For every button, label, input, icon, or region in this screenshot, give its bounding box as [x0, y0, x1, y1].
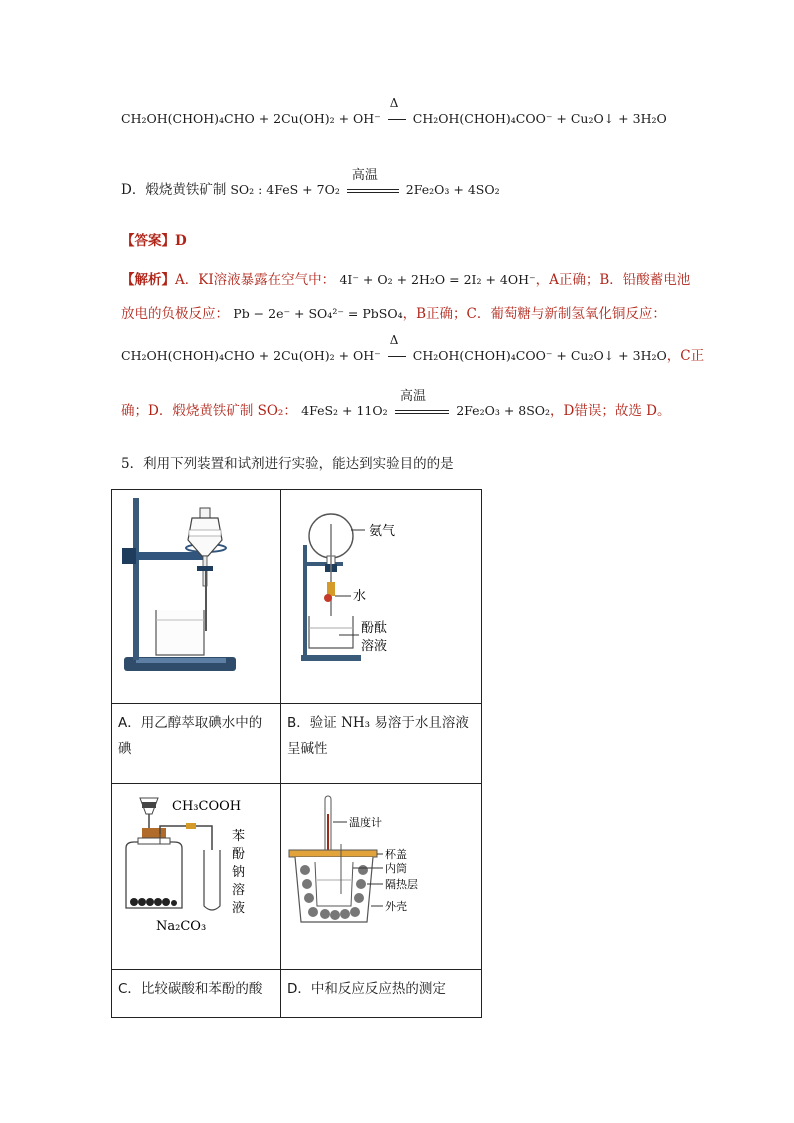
option-d-prefix: D．煅烧黄铁矿制	[121, 182, 227, 198]
analysis-eq-c-rhs: CH₂OH(CHOH)₄COO⁻ + Cu₂O↓ + 3H₂O	[412, 348, 667, 363]
caption-c-cell	[112, 970, 281, 1018]
dropper-bulb	[324, 594, 332, 602]
label-inner-cup: 内筒	[385, 862, 407, 875]
analysis-eq-c-lhs: CH₂OH(CHOH)₄CHO + 2Cu(OH)₂ + OH⁻	[121, 348, 381, 363]
stand-base-top	[136, 658, 226, 663]
clamp-arm	[126, 552, 206, 560]
caption-b-suffix: 易溶于水且溶液呈碱性	[287, 715, 469, 757]
rubber-tube	[186, 823, 196, 829]
stopcock	[197, 566, 213, 571]
caption-a: A．用乙醇萃取碘水中的碘	[118, 715, 263, 757]
label-phenolphthalein-2: 溶液	[361, 639, 388, 654]
analysis-line-4	[121, 389, 671, 419]
caption-b-cell	[281, 704, 482, 784]
caption-b	[281, 704, 481, 762]
beaker	[309, 616, 353, 648]
stopper	[142, 828, 166, 838]
separatory-funnel-apparatus	[112, 490, 280, 699]
stand-base	[301, 655, 361, 661]
analysis-line-3	[121, 333, 705, 364]
funnel-liquid-layer	[189, 530, 221, 536]
analysis-text: ，C正	[666, 348, 705, 364]
inner-cup	[315, 862, 353, 906]
label-phenoxide-5: 液	[232, 901, 246, 916]
analysis-line-1	[121, 268, 690, 288]
label-phenoxide-3: 钠	[232, 865, 246, 880]
rubber-tube	[327, 582, 335, 596]
ammonia-fountain-apparatus	[281, 490, 481, 699]
analysis-label: 【解析】	[121, 272, 175, 288]
figure-b-cell	[281, 490, 482, 704]
options-table	[111, 489, 482, 1018]
funnel-band	[142, 802, 156, 808]
bottle-neck	[138, 838, 170, 844]
label-acetic-acid: CH₃COOH	[172, 799, 242, 814]
figure-c-cell	[112, 784, 281, 970]
label-phenoxide-2: 酚	[232, 847, 246, 862]
analysis-eq-d-rhs: 2Fe₂O₃ + 8SO₂	[456, 403, 551, 418]
clamp-holder	[122, 548, 136, 564]
top-equation	[121, 96, 667, 126]
analysis-eq-d-lhs: 4FeS₂ + 11O₂	[301, 403, 388, 418]
top-eq-condition: Δ	[389, 96, 399, 110]
analysis-text: 确；D．煅烧黄铁矿制 SO₂：	[121, 403, 297, 419]
top-eq-rhs: CH₂OH(CHOH)₄COO⁻ + Cu₂O↓ + 3H₂O	[412, 111, 667, 126]
option-d	[121, 168, 500, 198]
label-thermometer: 温度计	[349, 816, 382, 829]
analysis-eq-b: Pb − 2e⁻ + SO₄²⁻ = PbSO₄	[233, 306, 403, 321]
answer-line	[121, 229, 187, 249]
analysis-line-2	[121, 302, 666, 322]
funnel-stopper	[200, 508, 210, 518]
label-outer-shell: 外壳	[385, 900, 407, 913]
analysis-text: ，B正确；C．葡萄糖与新制氢氧化铜反应：	[402, 306, 666, 322]
option-d-condition: 高温	[351, 168, 378, 183]
label-phenoxide-4: 溶	[232, 883, 246, 898]
option-d-rhs: 2Fe₂O₃ + 4SO₂	[405, 182, 500, 197]
funnel-tip	[205, 571, 207, 631]
option-d-formula: SO₂ : 4FeS + 7O₂	[230, 182, 340, 197]
label-sodium-carbonate: Na₂CO₃	[156, 919, 207, 934]
label-insulation: 隔热层	[385, 878, 418, 891]
cup-lid	[289, 850, 377, 857]
acid-comparison-apparatus	[112, 784, 280, 965]
figure-d-cell	[281, 784, 482, 970]
label-lid: 杯盖	[385, 848, 407, 861]
caption-a-cell	[112, 704, 281, 784]
answer-label: 【答案】	[121, 233, 175, 249]
analysis-eq-a: 4I⁻ + O₂ + 2H₂O = 2I₂ + 4OH⁻	[339, 272, 536, 287]
analysis-eq-d-condition: 高温	[399, 389, 426, 404]
stand-rod	[133, 498, 139, 660]
answer-value: D	[175, 233, 187, 249]
analysis-eq-c-condition: Δ	[389, 333, 399, 347]
caption-d-cell	[281, 970, 482, 1018]
question-5: 5．利用下列装置和试剂进行实验，能达到实验目的的是	[121, 456, 454, 472]
figure-a-cell	[112, 490, 281, 704]
analysis-text: ，D错误；故选 D。	[550, 403, 671, 419]
beaker	[156, 610, 204, 655]
label-phenolphthalein-1: 酚酞	[361, 621, 388, 636]
test-tube	[204, 850, 220, 910]
analysis-text: ，A正确；B．铅酸蓄电池	[535, 272, 691, 288]
caption-d: D．中和反应反应热的测定	[287, 981, 446, 997]
label-phenoxide-1: 苯	[232, 829, 246, 844]
stand-rod	[303, 545, 307, 657]
analysis-text: 放电的负极反应：	[121, 306, 229, 322]
label-ammonia: 氨气	[369, 524, 396, 539]
caption-b-formula: NH₃	[341, 715, 371, 731]
calorimeter-apparatus	[281, 784, 481, 965]
label-water: 水	[353, 589, 367, 604]
analysis-text: A．KI溶液暴露在空气中：	[175, 272, 336, 288]
caption-b-prefix: B．验证	[287, 715, 342, 731]
caption-c: C．比较碳酸和苯酚的酸	[118, 981, 263, 997]
top-eq-lhs: CH₂OH(CHOH)₄CHO + 2Cu(OH)₂ + OH⁻	[121, 111, 381, 126]
